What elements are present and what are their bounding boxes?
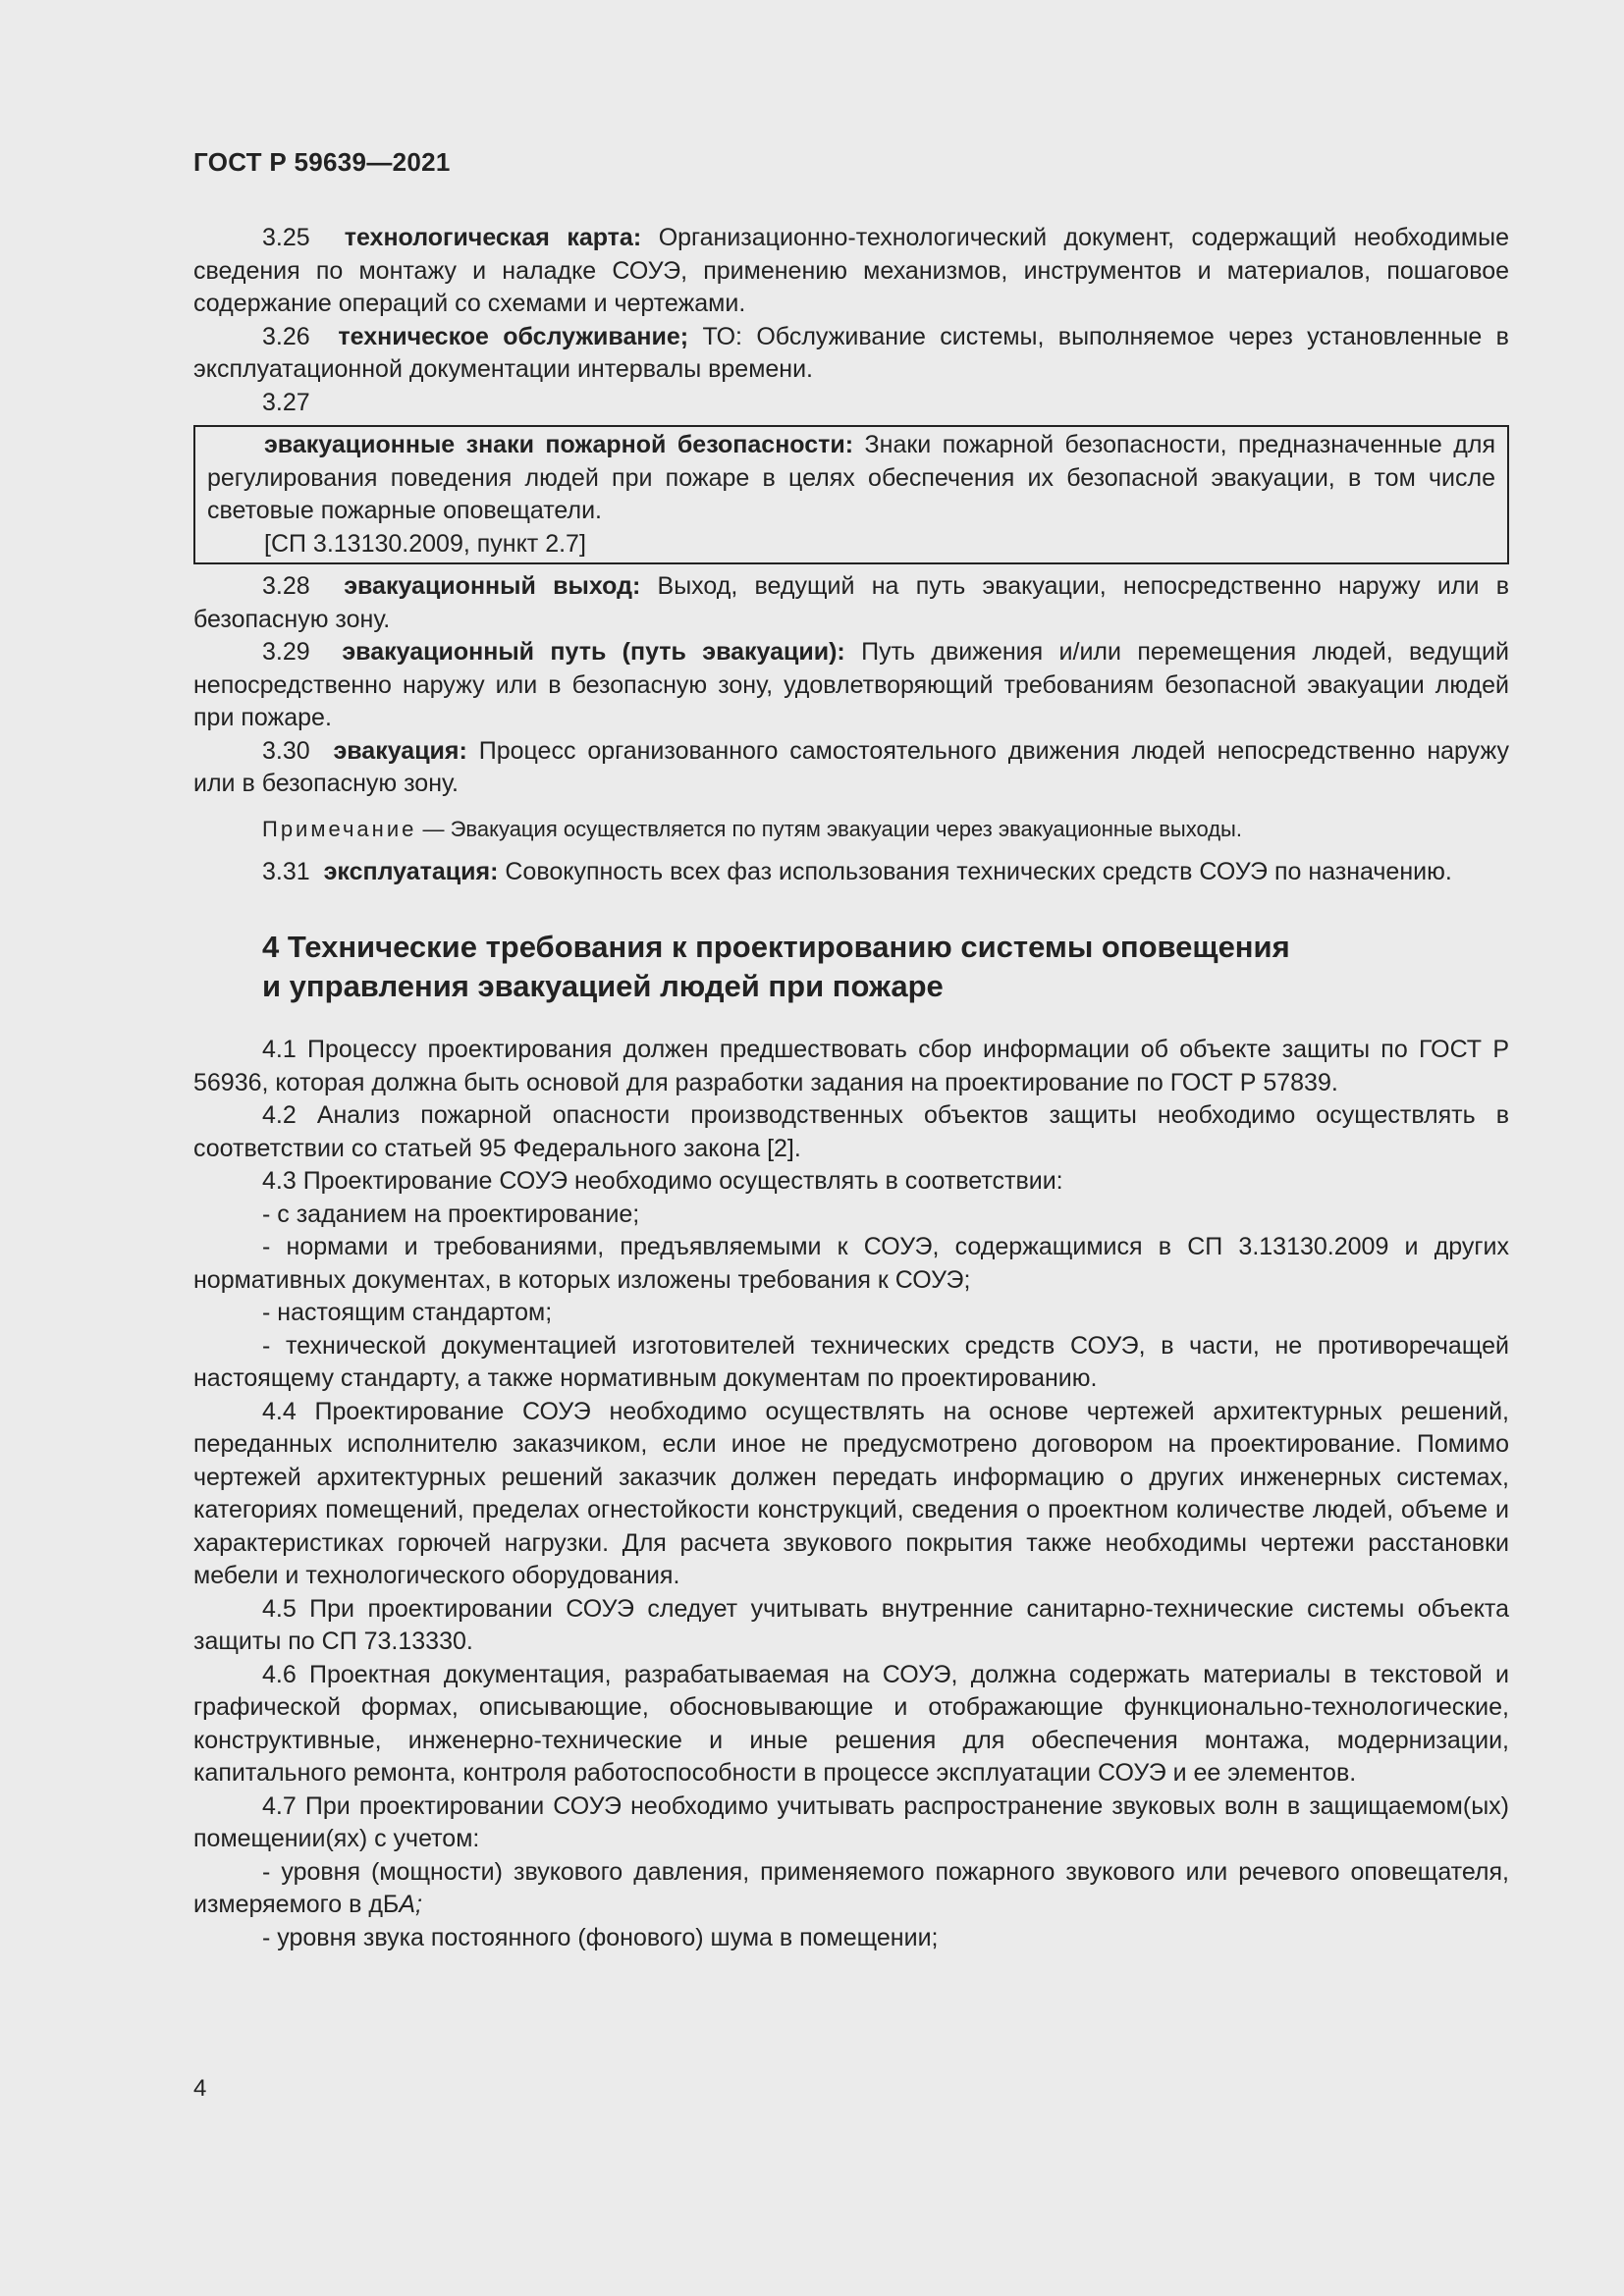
term-title: эвакуационные знаки пожарной безопасности: — [264, 431, 854, 458]
term-3-27-box — [193, 425, 1509, 564]
page-content — [193, 222, 1509, 1954]
list-item: - технической документацией изготовителей технических средств СОУЭ, в части, не противоречащей настоящему стандарту, а также нормативным документам по проектированию. — [193, 1331, 1509, 1392]
list-item: - с заданием на проектирование; — [262, 1200, 640, 1228]
list-item — [193, 1856, 1509, 1922]
term-definition: Процесс организованного самостоятельного движения людей непосредственно наружу или в безопасную зону. — [193, 736, 1509, 797]
list-item: - уровня звука постоянного (фонового) шума в помещении; — [262, 1923, 939, 1951]
paragraph-4-6: 4.6 Проектная документация, разрабатываемая на СОУЭ, должна содержать материалы в текстовой и графической формах, описывающие, обосновывающие и отображающие функционально-технологические, конструктивные, инженерно-технические и иные решения для обеспечения монтажа, модернизации, капитального ремонта, контроля работоспособности в процессе эксплуатации СОУЭ и ее элементов. — [193, 1660, 1509, 1787]
document-code: ГОСТ Р 59639—2021 — [193, 147, 451, 177]
term-3-25 — [193, 222, 1509, 321]
list-item: - настоящим стандартом; — [262, 1299, 553, 1326]
term-source: [СП 3.13130.2009, пункт 2.7] — [264, 529, 586, 558]
term-3-29 — [193, 636, 1509, 735]
section-heading — [193, 928, 1509, 1006]
term-3-26 — [193, 321, 1509, 387]
paragraph-4-1: 4.1 Процессу проектирования должен предшествовать сбор информации об объекте защиты по ГОСТ Р 56936, которая должна быть основой для разработки задания на проектирование по ГОСТ Р 57839. — [193, 1036, 1509, 1096]
note — [193, 815, 1509, 844]
term-definition: Выход, ведущий на путь эвакуации, непосредственно наружу или в безопасную зону. — [193, 572, 1509, 633]
term-number: 3.29 — [262, 638, 310, 666]
list-item: - нормами и требованиями, предъявляемыми к СОУЭ, содержащимися в СП 3.13130.2009 и других нормативных документах, в которых изложены требования к СОУЭ; — [193, 1233, 1509, 1294]
term-number: 3.26 — [262, 322, 310, 350]
list-item-text: - уровня (мощности) звукового давления, применяемого пожарного звукового или речевого оповещателя, измеряемого в дБ — [193, 1857, 1509, 1918]
term-number: 3.28 — [262, 572, 310, 600]
term-title: технологическая карта: — [344, 224, 642, 251]
term-title: эксплуатация: — [323, 857, 499, 885]
term-number: 3.25 — [262, 224, 310, 251]
paragraph-4-3: 4.3 Проектирование СОУЭ необходимо осуществлять в соответствии: — [262, 1167, 1063, 1195]
term-3-27-number: 3.27 — [262, 388, 310, 416]
paragraph-4-5: 4.5 При проектировании СОУЭ следует учитывать внутренние санитарно-технические системы объекта защиты по СП 73.13330. — [193, 1594, 1509, 1655]
term-title: техническое обслуживание; — [338, 322, 689, 350]
term-definition: Совокупность всех фаз использования технических средств СОУЭ по назначению. — [505, 857, 1452, 885]
section-title-line-1: 4 Технические требования к проектированию системы оповещения — [262, 930, 1290, 964]
unit-suffix: А; — [399, 1891, 422, 1918]
page-number: 4 — [193, 2075, 207, 2102]
note-text: — Эвакуация осуществляется по путям эвакуации через эвакуационные выходы. — [422, 816, 1242, 841]
term-definition: Путь движения и/или перемещения людей, ведущий непосредственно наружу или в безопасную зону, удовлетворяющий требованиям безопасной эвакуации людей при пожаре. — [193, 638, 1509, 731]
paragraph-4-4: 4.4 Проектирование СОУЭ необходимо осуществлять на основе чертежей архитектурных решений, переданных исполнителю заказчиком, если иное не предусмотрено договором на проектирование. Помимо чертежей архитектурных решений заказчик должен передать информацию о других инженерных системах, категориях помещений, пределах огнестойкости конструкций, сведения о проектном количестве людей, объеме и характеристиках горючей нагрузки. Для расчета звукового покрытия также необходимы чертежи расстановки мебели и технологического оборудования. — [193, 1397, 1509, 1589]
term-title: эвакуация: — [333, 736, 467, 765]
term-3-30 — [193, 735, 1509, 801]
paragraph-4-2: 4.2 Анализ пожарной опасности производственных объектов защиты необходимо осуществлять в соответствии со статьей 95 Федерального закона [2]. — [193, 1101, 1509, 1162]
paragraph-4-7: 4.7 При проектировании СОУЭ необходимо учитывать распространение звуковых волн в защищаемом(ых) помещении(ях) с учетом: — [193, 1791, 1509, 1852]
term-3-27 — [207, 429, 1495, 528]
note-label: Примечание — [262, 816, 417, 841]
term-definition: ТО: Обслуживание системы, выполняемое через установленные в эксплуатационной документации интервалы времени. — [193, 322, 1509, 383]
term-3-31 — [193, 856, 1509, 889]
term-definition: Организационно-технологический документ, содержащий необходимые сведения по монтажу и наладке СОУЭ, применению механизмов, инструментов и материалов, пошаговое содержание операций со схемами и чертежами. — [193, 224, 1509, 317]
term-number: 3.30 — [262, 736, 310, 765]
term-title: эвакуационный путь (путь эвакуации): — [342, 638, 845, 666]
term-3-28 — [193, 570, 1509, 636]
term-definition: Знаки пожарной безопасности, предназначенные для регулирования поведения людей при пожаре в целях обеспечения их безопасной эвакуации, в том числе световые пожарные оповещатели. — [207, 431, 1495, 524]
term-number: 3.31 — [262, 857, 310, 885]
term-title: эвакуационный выход: — [344, 572, 641, 600]
section-title-line-2: и управления эвакуацией людей при пожаре — [262, 969, 944, 1003]
